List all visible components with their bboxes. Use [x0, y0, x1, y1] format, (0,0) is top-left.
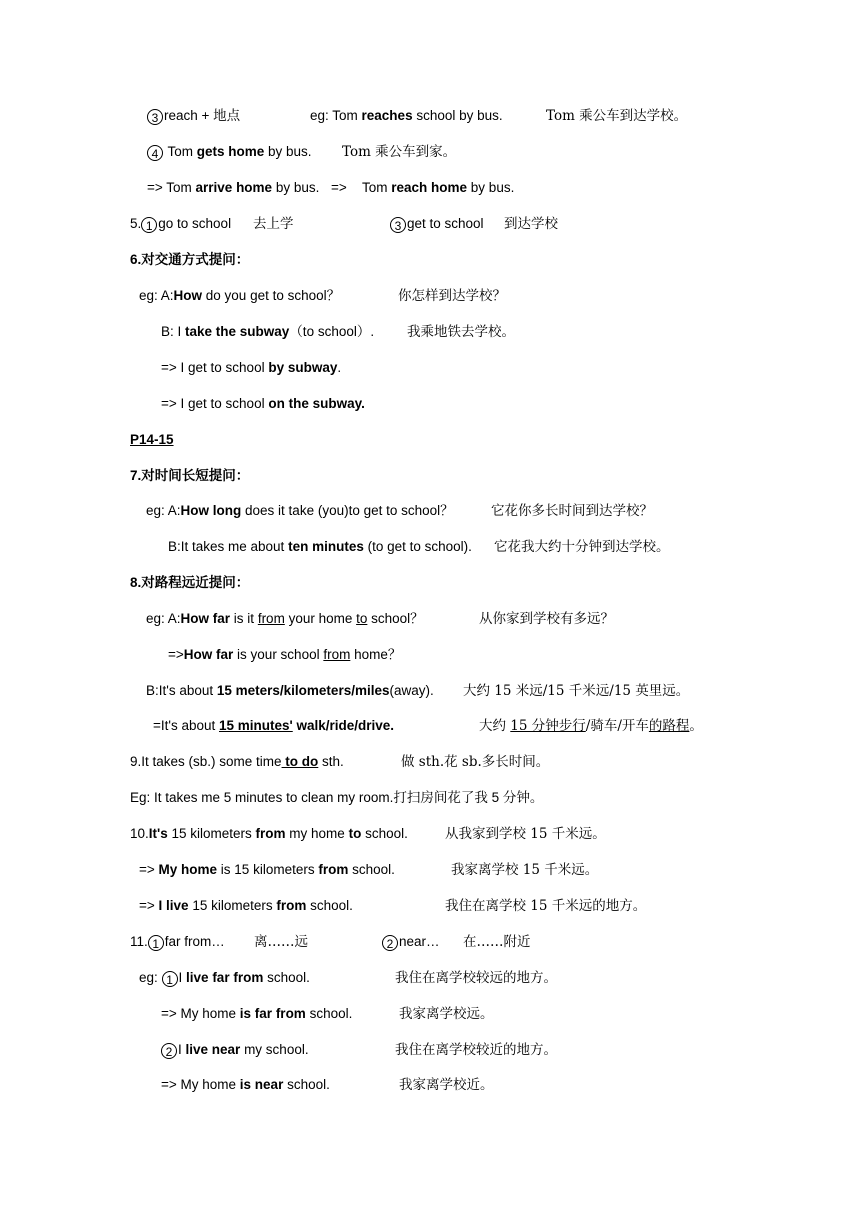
text: from	[323, 647, 351, 662]
heading-8: 8.对路程远近提问：	[130, 575, 250, 590]
text: from	[255, 826, 286, 841]
text: 10.	[130, 826, 149, 841]
text: from	[257, 611, 285, 626]
text: 大约	[479, 718, 511, 734]
text: arrive home	[195, 180, 273, 195]
text: school by bus.	[412, 108, 503, 123]
text: =>	[168, 647, 184, 662]
circled-number: 3	[147, 109, 163, 125]
translation: 我乘地铁去学校。	[407, 324, 515, 340]
text: from	[276, 898, 307, 913]
text: eg: A:	[146, 503, 181, 518]
text: How far	[183, 647, 234, 662]
text: /骑车/开车	[585, 718, 649, 734]
text: How	[173, 288, 203, 303]
text: ten minutes	[288, 539, 364, 554]
text: Tom	[362, 180, 392, 195]
circled-number: 1	[141, 217, 157, 233]
translation: Tom 乘公车到达学校。	[546, 108, 688, 124]
page-reference	[130, 430, 174, 450]
text: near…	[399, 934, 440, 949]
item-number: 5.	[130, 216, 142, 231]
text: is it	[230, 611, 258, 626]
text: P14-15	[130, 432, 174, 447]
text: sth.	[318, 754, 344, 769]
text: I	[178, 970, 187, 985]
heading-6: 6.对交通方式提问：	[130, 252, 250, 267]
translation: 它花我大约十分钟到达学校。	[494, 539, 670, 555]
text: reach +	[164, 108, 214, 123]
text: 。	[689, 718, 703, 734]
text: 地点	[213, 108, 241, 124]
text: How long	[180, 503, 242, 518]
text: by bus.	[264, 144, 312, 159]
text: is your school	[233, 647, 324, 662]
text: Tom	[164, 144, 197, 159]
circled-number: 1	[148, 935, 164, 951]
translation: 我家离学校近。	[399, 1077, 494, 1093]
text: reach home	[391, 180, 468, 195]
text: .	[337, 360, 342, 375]
translation: 我家离学校 15 千米远。	[451, 862, 599, 878]
circled-number: 2	[161, 1043, 177, 1059]
text: reaches	[361, 108, 413, 123]
text: live far from	[186, 970, 264, 985]
text: B: I	[161, 324, 186, 339]
text: 15 分钟步行	[510, 718, 586, 734]
text: eg: A:	[146, 611, 181, 626]
text: school.	[283, 1077, 330, 1092]
text: by subway	[268, 360, 338, 375]
text: your home	[284, 611, 357, 626]
text: school.	[306, 898, 353, 913]
text: school.	[305, 1006, 353, 1021]
circled-number: 1	[162, 971, 178, 987]
circled-number: 3	[390, 217, 406, 233]
text: from	[318, 862, 349, 877]
text: I live	[158, 898, 189, 913]
text: does it take (you)to get to school？	[241, 503, 454, 518]
text: live near	[185, 1042, 241, 1057]
text: => My home	[161, 1006, 240, 1021]
translation: 我住在离学校较远的地方。	[395, 970, 557, 986]
text: school.	[361, 826, 408, 841]
text: is near	[239, 1077, 284, 1092]
text: walk/ride/drive.	[292, 718, 395, 733]
text: How far	[180, 611, 231, 626]
text: eg: A:	[139, 288, 174, 303]
text: is 15 kilometers	[217, 862, 319, 877]
text: 的路程	[648, 718, 690, 734]
text: by bus.	[467, 180, 515, 195]
text: B:It's about	[146, 683, 217, 698]
translation: 离……远	[254, 934, 308, 950]
text: =>	[331, 180, 347, 195]
text: eg:	[139, 970, 162, 985]
translation: 你怎样到达学校？	[398, 288, 506, 304]
text: get to school	[407, 216, 484, 231]
translation: 做 sth.花 sb.多长时间。	[401, 754, 550, 770]
text: school？	[367, 611, 424, 626]
translation: 它花你多长时间到达学校？	[491, 503, 653, 519]
text: =>	[139, 862, 159, 877]
text: => I get to school	[161, 360, 269, 375]
translation: 我住在离学校较近的地方。	[395, 1042, 557, 1058]
text: (away).	[389, 683, 434, 698]
text: 15 kilometers	[167, 826, 256, 841]
line-example-clean: Eg: It takes me 5 minutes to clean my room.打扫房间花了我 5 分钟。	[130, 790, 544, 805]
translation: 去上学	[253, 216, 294, 232]
text: on the subway.	[268, 396, 365, 411]
text: 15 meters/kilometers/miles	[216, 683, 390, 698]
text: school.	[263, 970, 310, 985]
text: I	[178, 1042, 186, 1057]
text: eg: Tom	[310, 108, 362, 123]
text: take the subway	[185, 324, 290, 339]
heading-7: 7.对时间长短提问：	[130, 468, 250, 483]
line-on-subway	[161, 394, 365, 414]
text: school.	[348, 862, 395, 877]
text: B:It takes me about	[168, 539, 289, 554]
text: 15 minutes'	[219, 718, 293, 733]
text: (to get to school).	[363, 539, 472, 554]
text: far from…	[164, 934, 225, 949]
line-how-far-2	[168, 645, 401, 665]
text: is far from	[239, 1006, 306, 1021]
text: gets home	[196, 144, 265, 159]
translation: 大约 15 米远/15 千米远/15 英里远。	[463, 683, 690, 699]
text: home？	[350, 647, 402, 662]
line-by-subway	[161, 358, 341, 378]
text: =It's about	[153, 718, 219, 733]
text: 15 kilometers	[188, 898, 277, 913]
text: to	[356, 611, 368, 626]
text: =>	[139, 898, 159, 913]
translation: 从我家到学校 15 千米远。	[445, 826, 606, 842]
translation: Tom 乘公车到家。	[342, 144, 457, 160]
text: => Tom	[147, 180, 196, 195]
text: My home	[158, 862, 218, 877]
text: to	[348, 826, 362, 841]
translation: 我住在离学校 15 千米远的地方。	[445, 898, 647, 914]
text: 9.It takes (sb.) some time	[130, 754, 282, 769]
text: （to school）.	[289, 324, 375, 339]
text: => My home	[161, 1077, 240, 1092]
text: It's	[148, 826, 168, 841]
text: do you get to school？	[202, 288, 341, 303]
translation: 从你家到学校有多远？	[479, 611, 614, 627]
text: by bus.	[272, 180, 320, 195]
circled-number: 4	[147, 145, 163, 161]
translation: 到达学校	[504, 216, 558, 232]
text: go to school	[158, 216, 232, 231]
text: my school.	[240, 1042, 309, 1057]
text: to do	[281, 754, 319, 769]
translation: 在……附近	[463, 934, 531, 950]
translation: 我家离学校远。	[399, 1006, 494, 1022]
text: my home	[285, 826, 349, 841]
circled-number: 2	[382, 935, 398, 951]
text: => I get to school	[161, 396, 269, 411]
item-number: 11.	[130, 934, 148, 949]
